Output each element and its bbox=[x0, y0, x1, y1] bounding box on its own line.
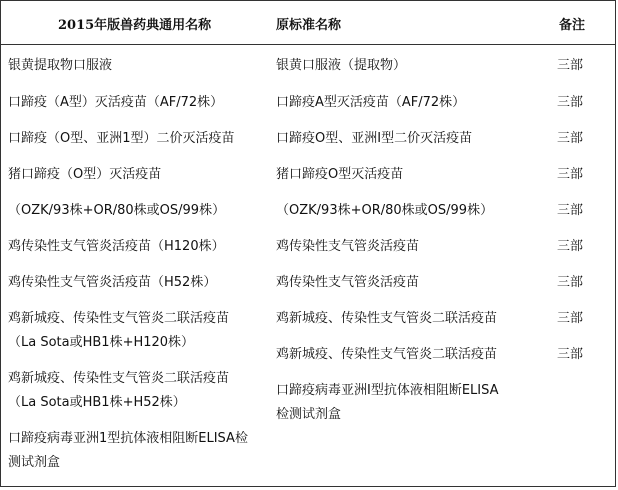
col1-line: 银黄提取物口服液 bbox=[8, 58, 113, 73]
col2-line: 口蹄疫O型、亚洲Ⅰ型二价灭活疫苗 bbox=[276, 131, 473, 146]
col1-line: 鸡新城疫、传染性支气管炎二联活疫苗 bbox=[8, 371, 230, 386]
col3-remark: 三部 bbox=[557, 311, 584, 326]
header-remark: 备注 bbox=[559, 18, 586, 33]
col1-line: （OZK/93株+OR/80株或OS/99株） bbox=[8, 203, 226, 218]
col2-line: 鸡新城疫、传染性支气管炎二联活疫苗 bbox=[276, 347, 498, 362]
col1-line: 猪口蹄疫（O型）灭活疫苗 bbox=[8, 167, 162, 182]
col2-line: 鸡传染性支气管炎活疫苗 bbox=[276, 275, 420, 290]
header-general-name: 2015年版兽药典通用名称 bbox=[58, 18, 212, 33]
col2-line: 口蹄疫病毒亚洲Ⅰ型抗体液相阻断ELISA bbox=[276, 383, 499, 398]
col1-line: 鸡传染性支气管炎活疫苗（H120株） bbox=[8, 239, 225, 254]
col1-line: 鸡传染性支气管炎活疫苗（H52株） bbox=[8, 275, 217, 290]
col1-line: 测试剂盒 bbox=[8, 455, 61, 470]
col2-line: 检测试剂盒 bbox=[276, 407, 342, 422]
col3-remark: 三部 bbox=[557, 275, 584, 290]
col2-line: 鸡新城疫、传染性支气管炎二联活疫苗 bbox=[276, 311, 498, 326]
col2-line: 银黄口服液（提取物） bbox=[276, 58, 407, 73]
col3-remark: 三部 bbox=[557, 167, 584, 182]
col3-remark: 三部 bbox=[557, 58, 584, 73]
header-original-name: 原标准名称 bbox=[276, 18, 342, 33]
col1-line: 口蹄疫（O型、亚洲1型）二价灭活疫苗 bbox=[8, 131, 235, 146]
col1-line: （La Sota或HB1株+H52株） bbox=[8, 395, 186, 410]
col2-line: 猪口蹄疫O型灭活疫苗 bbox=[276, 167, 404, 182]
col1-line: 鸡新城疫、传染性支气管炎二联活疫苗 bbox=[8, 311, 230, 326]
col3-remark: 三部 bbox=[557, 203, 584, 218]
col2-line: 鸡传染性支气管炎活疫苗 bbox=[276, 239, 420, 254]
col2-line: 口蹄疫A型灭活疫苗（AF/72株） bbox=[276, 95, 466, 110]
col3-remark: 三部 bbox=[557, 347, 584, 362]
col1-line: 口蹄疫病毒亚洲1型抗体液相阻断ELISA检 bbox=[8, 431, 248, 446]
col2-line: （OZK/93株+OR/80株或OS/99株） bbox=[276, 203, 494, 218]
col1-line: （La Sota或HB1株+H120株） bbox=[8, 335, 195, 350]
col3-remark: 三部 bbox=[557, 131, 584, 146]
header-divider bbox=[0, 44, 616, 45]
col3-remark: 三部 bbox=[557, 239, 584, 254]
col3-remark: 三部 bbox=[557, 95, 584, 110]
col1-line: 口蹄疫（A型）灭活疫苗（AF/72株） bbox=[8, 95, 224, 110]
